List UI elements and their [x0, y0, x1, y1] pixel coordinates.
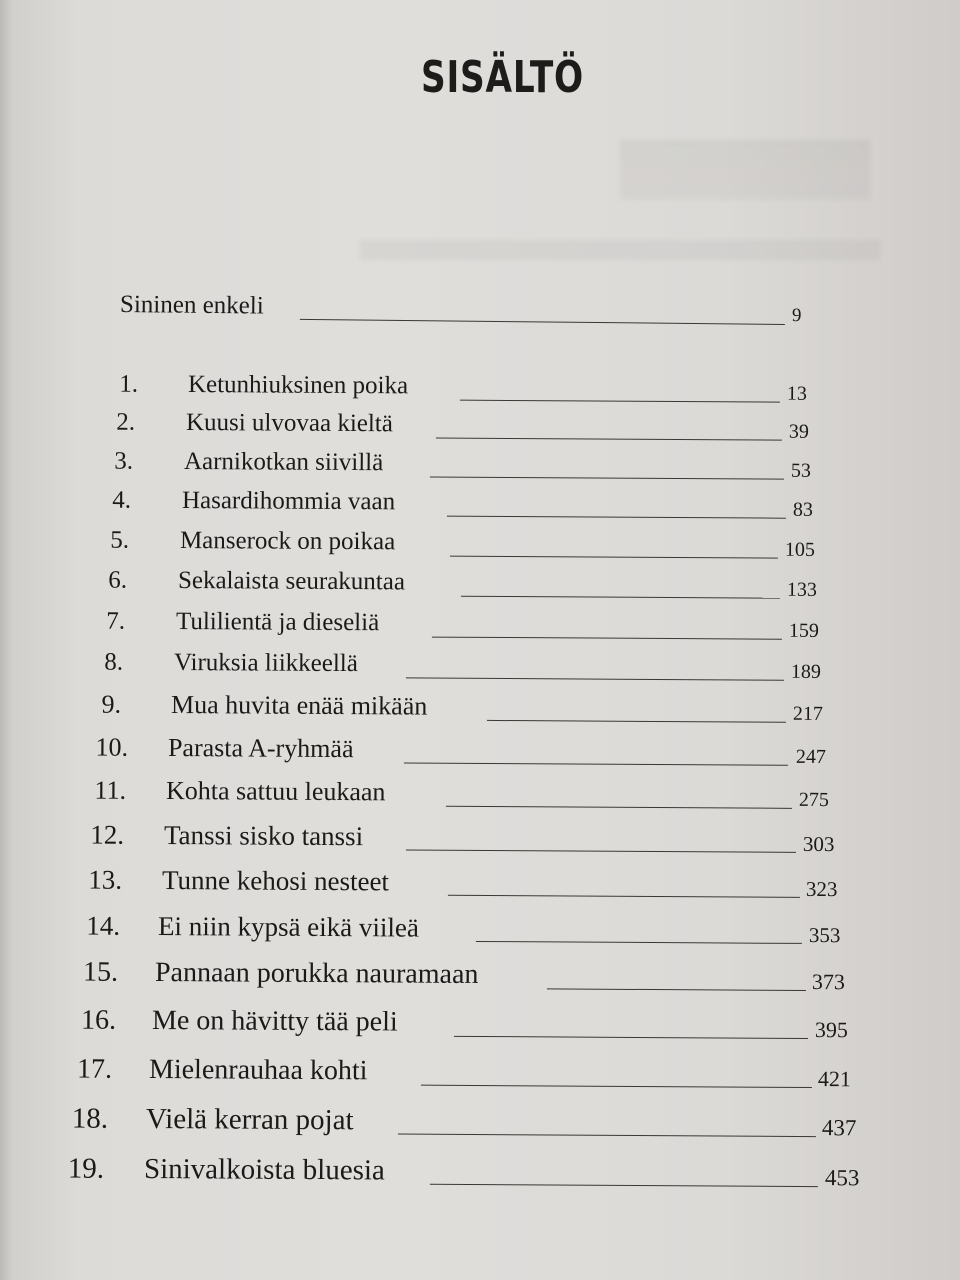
- toc-chapter-page: 105: [784, 538, 816, 561]
- toc-leader-line: [406, 677, 784, 680]
- toc-chapter-entry: [0, 485, 960, 527]
- toc-chapter-page: 275: [798, 788, 830, 812]
- toc-intro-entry: [0, 289, 960, 335]
- toc-chapter-page: 421: [817, 1066, 852, 1092]
- toc-chapter-title: Vielä kerran pojat: [145, 1103, 354, 1137]
- toc-chapter-number: 1.: [119, 370, 139, 398]
- toc-chapter-number: 19.: [67, 1152, 105, 1185]
- toc-chapter-page: 189: [790, 660, 822, 683]
- toc-leader-line: [454, 1036, 808, 1039]
- toc-chapter-title: Aarnikotkan siivillä: [183, 448, 384, 477]
- toc-chapter-entry: [0, 775, 960, 817]
- toc-chapter-number: 15.: [82, 956, 119, 988]
- toc-chapter-number: 13.: [88, 864, 123, 895]
- toc-chapter-number: 7.: [106, 607, 126, 635]
- toc-chapter-number: 17.: [76, 1053, 113, 1085]
- toc-chapter-entry: [0, 525, 960, 567]
- toc-chapter-entry: [0, 1054, 960, 1096]
- toc-leader-line: [487, 720, 786, 723]
- toc-leader-line: [436, 438, 782, 441]
- toc-leader-line: [446, 806, 792, 809]
- toc-chapter-title: Tunne kehosi nesteet: [161, 865, 390, 897]
- toc-chapter-title: Ketunhiuksinen poika: [187, 371, 409, 400]
- toc-chapter-number: 9.: [101, 689, 122, 719]
- show-through-text: [360, 240, 880, 260]
- toc-chapter-entry: [0, 689, 960, 731]
- toc-leader-line: [547, 988, 806, 991]
- toc-chapter-title: Hasardihommia vaan: [181, 487, 396, 516]
- toc-chapter-title: Viruksia liikkeellä: [173, 649, 358, 678]
- toc-chapter-entry: [0, 369, 960, 411]
- toc-chapter-number: 12.: [90, 819, 125, 850]
- toc-chapter-number: 14.: [86, 910, 121, 941]
- toc-leader-line: [476, 941, 802, 944]
- toc-chapter-number: 18.: [71, 1102, 109, 1135]
- toc-chapter-title: Tulilientä ja dieseliä: [175, 608, 380, 637]
- toc-chapter-number: 5.: [110, 526, 130, 554]
- toc-chapter-page: 83: [792, 498, 814, 521]
- toc-chapter-title: Mua huvita enää mikään: [170, 690, 428, 721]
- toc-chapter-page: 133: [786, 578, 818, 601]
- toc-leader-line: [421, 1085, 812, 1088]
- page-title: SISÄLTÖ: [420, 52, 584, 103]
- toc-chapter-page: 39: [788, 420, 810, 443]
- toc-chapter-title: Kohta sattuu leukaan: [165, 776, 386, 807]
- toc-chapter-title: Parasta A-ryhmää: [167, 733, 354, 764]
- toc-chapter-title: Mielenrauhaa kohti: [148, 1054, 368, 1087]
- toc-chapter-entry: [0, 819, 960, 861]
- toc-leader-line: [448, 895, 800, 898]
- toc-chapter-number: 11.: [94, 775, 127, 805]
- toc-chapter-page: 13: [786, 382, 808, 405]
- toc-chapter-title: Manserock on poikaa: [179, 527, 396, 556]
- toc-chapter-entry: [0, 864, 960, 906]
- toc-chapter-entry: [0, 1005, 960, 1047]
- toc-chapter-title: Sinivalkoista bluesia: [143, 1153, 385, 1187]
- toc-chapter-title: Pannaan porukka nauramaan: [154, 957, 479, 990]
- toc-chapter-number: 16.: [80, 1004, 117, 1036]
- toc-chapter-page: 453: [824, 1165, 860, 1191]
- toc-chapter-page: 159: [788, 619, 820, 642]
- toc-chapter-entry: [0, 910, 960, 952]
- toc-chapter-title: Kuusi ulvovaa kieltä: [185, 409, 393, 438]
- toc-chapter-number: 4.: [112, 486, 132, 514]
- toc-chapter-page: 53: [790, 459, 812, 482]
- show-through-text: [620, 140, 870, 200]
- toc-chapter-entry: [0, 957, 960, 999]
- toc-leader-line: [404, 762, 788, 765]
- toc-chapter-page: 303: [802, 831, 835, 857]
- toc-chapter-entry: [0, 732, 960, 774]
- toc-chapter-entry: [0, 1103, 960, 1145]
- toc-leader-line: [461, 596, 780, 599]
- toc-chapter-entry: [0, 446, 960, 488]
- toc-chapter-entry: [0, 1153, 960, 1195]
- toc-chapter-title: Tanssi sisko tanssi: [163, 820, 364, 852]
- toc-chapter-number: 6.: [108, 566, 128, 594]
- toc-chapter-page: 437: [821, 1115, 857, 1141]
- toc-chapter-number: 10.: [95, 732, 129, 762]
- toc-chapter-title: Ei niin kypsä eikä viileä: [157, 911, 420, 943]
- toc-chapter-entry: [0, 565, 960, 607]
- toc-leader-line: [450, 556, 778, 559]
- toc-chapter-entry: [0, 647, 960, 689]
- toc-leader-line: [460, 400, 780, 403]
- toc-chapter-number: 2.: [116, 408, 136, 436]
- toc-leader-line: [300, 319, 785, 325]
- toc-chapter-title: Sekalaista seurakuntaa: [177, 567, 406, 596]
- toc-leader-line: [432, 637, 782, 640]
- toc-leader-line: [406, 849, 796, 852]
- toc-chapter-page: 247: [795, 745, 827, 769]
- toc-chapter-page: 217: [792, 702, 824, 725]
- toc-chapter-number: 8.: [104, 648, 124, 676]
- toc-leader-line: [430, 1184, 818, 1187]
- toc-entry-page: 9: [791, 305, 802, 327]
- toc-chapter-page: 373: [811, 969, 846, 995]
- toc-chapter-title: Me on hävitty tää peli: [151, 1005, 398, 1038]
- toc-leader-line: [398, 1134, 816, 1138]
- toc-chapter-number: 3.: [114, 447, 134, 475]
- toc-leader-line: [447, 516, 786, 519]
- toc-chapter-page: 323: [805, 876, 838, 902]
- toc-entry-title: Sininen enkeli: [119, 291, 264, 320]
- toc-chapter-page: 353: [808, 922, 841, 948]
- toc-chapter-entry: [0, 407, 960, 449]
- toc-chapter-page: 395: [814, 1017, 849, 1043]
- toc-chapter-entry: [0, 606, 960, 648]
- toc-leader-line: [430, 477, 784, 480]
